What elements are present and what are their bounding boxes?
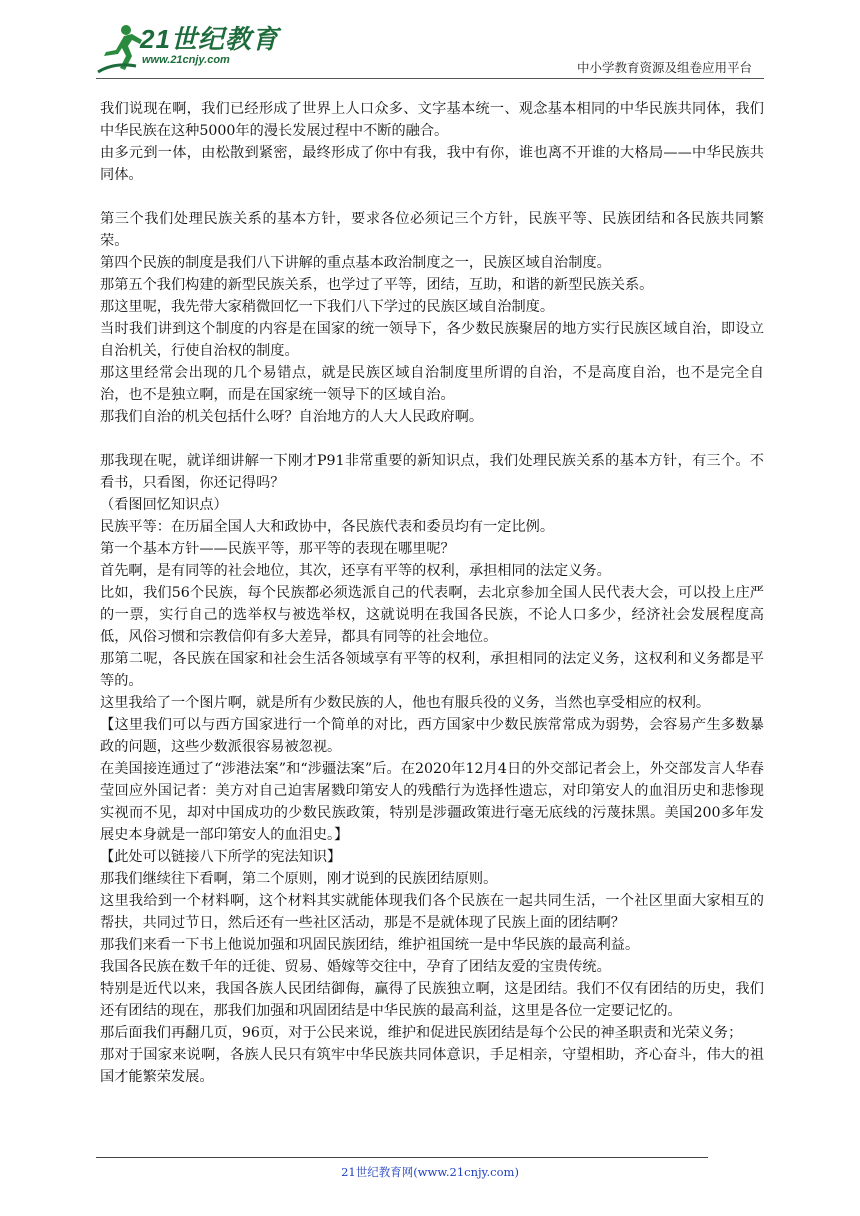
paragraph: 那这里经常会出现的几个易错点，就是民族区域自治制度里所谓的自治，不是高度自治，也不是完全自治，也不是独立啊，而是在国家统一领导下的区域自治。 (100, 365, 764, 403)
paragraph: 那第二呢，各民族在国家和社会生活各领域享有平等的权利，承担相同的法定义务，这权利和义务都是平等的。 (100, 651, 764, 689)
paragraph: 【这里我们可以与西方国家进行一个简单的对比，西方国家中少数民族常常成为弱势，会容易产生多数暴政的问题，这些少数派很容易被忽视。 (100, 717, 764, 755)
paragraph: 那我们自治的机关包括什么呀？自治地方的人大人民政府啊。 (100, 409, 484, 425)
paragraph: 那第五个我们构建的新型民族关系，也学过了平等，团结，互助，和谐的新型民族关系。 (100, 277, 654, 293)
paragraph: 我国各民族在数千年的迁徙、贸易、婚嫁等交往中，孕育了团结友爱的宝贵传统。 (100, 959, 611, 975)
logo-title: 21世纪教育 (140, 24, 279, 54)
footer-link[interactable]: 21世纪教育网(www.21cnjy.com) (341, 1165, 519, 1179)
platform-title: 中小学教育资源及组卷应用平台 (576, 60, 752, 75)
page-header (96, 18, 764, 80)
paragraph: 第四个民族的制度是我们八下讲解的重点基本政治制度之一，民族区域自治制度。 (100, 255, 611, 271)
paragraph: 那这里呢，我先带大家稍微回忆一下我们八下学过的民族区域自治制度。 (100, 299, 555, 315)
site-logo (96, 18, 279, 80)
paragraph: 这里我给了一个图片啊，就是所有少数民族的人，他也有服兵役的义务，当然也享受相应的权利。 (100, 695, 711, 711)
paragraph: 比如，我们56个民族，每个民族都必须选派自己的代表啊，去北京参加全国人民代表大会，可以投上庄严的一票，实行自己的选举权与被选举权，这就说明在我国各民族，不论人口多少，经济社会发展程度高低，风俗习惯和宗教信仰有多大差异，都具有同等的社会地位。 (100, 585, 764, 645)
header-divider (96, 78, 764, 79)
paragraph: 第一个基本方针——民族平等，那平等的表现在哪里呢？ (100, 541, 455, 557)
logo-url: www.21cnjy.com (142, 54, 230, 66)
footer-divider (96, 1157, 708, 1158)
paragraph: 那后面我们再翻几页，96页，对于公民来说，维护和促进民族团结是每个公民的神圣职责和光荣义务； (100, 1025, 743, 1041)
paragraph: （看图回忆知识点） (100, 497, 228, 513)
paragraph: 那对于国家来说啊，各族人民只有筑牢中华民族共同体意识，手足相亲，守望相助，齐心奋斗，伟大的祖国才能繁荣发展。 (100, 1047, 764, 1085)
running-figure-icon (96, 22, 144, 76)
paragraph: 民族平等：在历届全国人大和政协中，各民族代表和委员均有一定比例。 (100, 519, 555, 535)
paragraph: 在美国接连通过了“涉港法案”和“涉疆法案”后。在2020年12月4日的外交部记者会上，外交部发言人华春莹回应外国记者：美方对自己迫害屠戮印第安人的残酷行为选择性遗忘，对印第安人的血泪历史和悲惨现实视而不见，却对中国成功的少数民族政策，特别是涉疆政策进行毫无底线的污蔑抹黑。美国200多年发展史本身就是一部印第安人的血泪史。】 (100, 761, 764, 843)
paragraph: 那我们来看一下书上他说加强和巩固民族团结，维护祖国统一是中华民族的最高利益。 (100, 937, 640, 953)
blank-line (100, 428, 764, 450)
paragraph: 由多元到一体，由松散到紧密，最终形成了你中有我，我中有你，谁也离不开谁的大格局——中华民族共同体。 (100, 145, 764, 183)
paragraph: 【此处可以链接八下所学的宪法知识】 (100, 849, 342, 865)
paragraph: 特别是近代以来，我国各族人民团结御侮，赢得了民族独立啊，这是团结。我们不仅有团结的历史，我们还有团结的现在，那我们加强和巩固团结是中华民族的最高利益，这里是各位一定要记忆的。 (100, 981, 764, 1019)
paragraph: 那我现在呢，就详细讲解一下刚才P91非常重要的新知识点，我们处理民族关系的基本方针，有三个。不看书，只看图，你还记得吗？ (100, 453, 764, 491)
document-body (100, 98, 764, 1088)
paragraph: 当时我们讲到这个制度的内容是在国家的统一领导下，各少数民族聚居的地方实行民族区域自治，即设立自治机关，行使自治权的制度。 (100, 321, 764, 359)
paragraph: 那我们继续往下看啊，第二个原则，刚才说到的民族团结原则。 (100, 871, 498, 887)
paragraph: 第三个我们处理民族关系的基本方针，要求各位必须记三个方针，民族平等、民族团结和各民族共同繁荣。 (100, 211, 764, 249)
blank-line (100, 186, 764, 208)
paragraph: 我们说现在啊，我们已经形成了世界上人口众多、文字基本统一、观念基本相同的中华民族共同体，我们中华民族在这种5000年的漫长发展过程中不断的融合。 (100, 101, 764, 139)
paragraph: 首先啊，是有同等的社会地位，其次，还享有平等的权利，承担相同的法定义务。 (100, 563, 611, 579)
paragraph: 这里我给到一个材料啊，这个材料其实就能体现我们各个民族在一起共同生活，一个社区里面大家相互的帮扶，共同过节日，然后还有一些社区活动，那是不是就体现了民族上面的团结啊？ (100, 893, 764, 931)
